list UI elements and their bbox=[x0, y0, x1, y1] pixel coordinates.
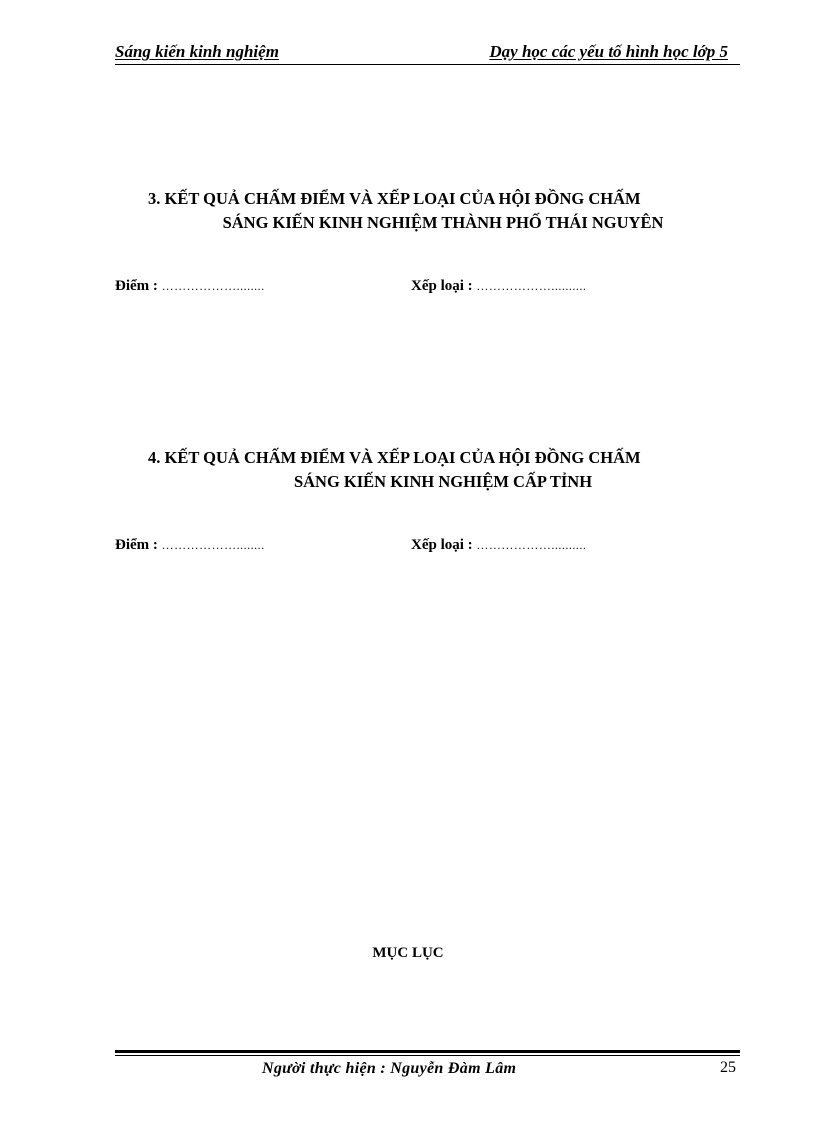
section-4-title-line1 bbox=[148, 446, 738, 470]
section-4-title-line2: SÁNG KIẾN KINH NGHIỆM CẤP TỈNH bbox=[293, 472, 593, 491]
section-4-rank bbox=[411, 537, 586, 554]
section-3-number: 3. bbox=[148, 189, 161, 208]
score-label: Điểm : bbox=[115, 278, 158, 294]
section-4-number: 4. bbox=[148, 448, 161, 467]
page-number: 25 bbox=[720, 1059, 736, 1076]
header-right-title: Dạy học các yếu tố hình học lớp 5 bbox=[489, 42, 728, 61]
rank-label: Xếp loại : bbox=[411, 537, 473, 553]
rank-blank: ……………….......... bbox=[476, 538, 587, 552]
section-3-heading-text: KẾT QUẢ CHẤM ĐIỂM VÀ XẾP LOẠI CỦA HỘI ĐỒNG CHẤM bbox=[164, 189, 641, 208]
footer-divider-thick bbox=[115, 1050, 740, 1053]
section-4-title bbox=[148, 446, 738, 494]
score-blank: ………………........ bbox=[161, 279, 265, 293]
section-3-title-line2: SÁNG KIẾN KINH NGHIỆM THÀNH PHỐ THÁI NGUYÊN bbox=[222, 213, 664, 232]
section-3-rank bbox=[411, 278, 586, 295]
section-3-title-line1 bbox=[148, 187, 738, 211]
header-left-title: Sáng kiến kinh nghiệm bbox=[115, 42, 279, 61]
score-label: Điểm : bbox=[115, 537, 158, 553]
section-3-title bbox=[148, 187, 738, 235]
rank-label: Xếp loại : bbox=[411, 278, 473, 294]
section-3-score-row bbox=[115, 278, 715, 300]
footer-divider-thin bbox=[115, 1055, 740, 1056]
section-3-score bbox=[115, 278, 265, 295]
section-4-score-row bbox=[115, 537, 715, 559]
rank-blank: ……………….......... bbox=[476, 279, 587, 293]
header-divider bbox=[115, 64, 740, 65]
footer-author: Người thực hiện : Nguyễn Đàm Lâm bbox=[262, 1060, 517, 1077]
page-header bbox=[115, 42, 740, 64]
table-of-contents-title: MỤC LỤC bbox=[372, 945, 444, 961]
section-4-score bbox=[115, 537, 265, 554]
section-4-heading-text: KẾT QUẢ CHẤM ĐIỂM VÀ XẾP LOẠI CỦA HỘI ĐỒNG CHẤM bbox=[164, 448, 641, 467]
score-blank: ………………........ bbox=[161, 538, 265, 552]
